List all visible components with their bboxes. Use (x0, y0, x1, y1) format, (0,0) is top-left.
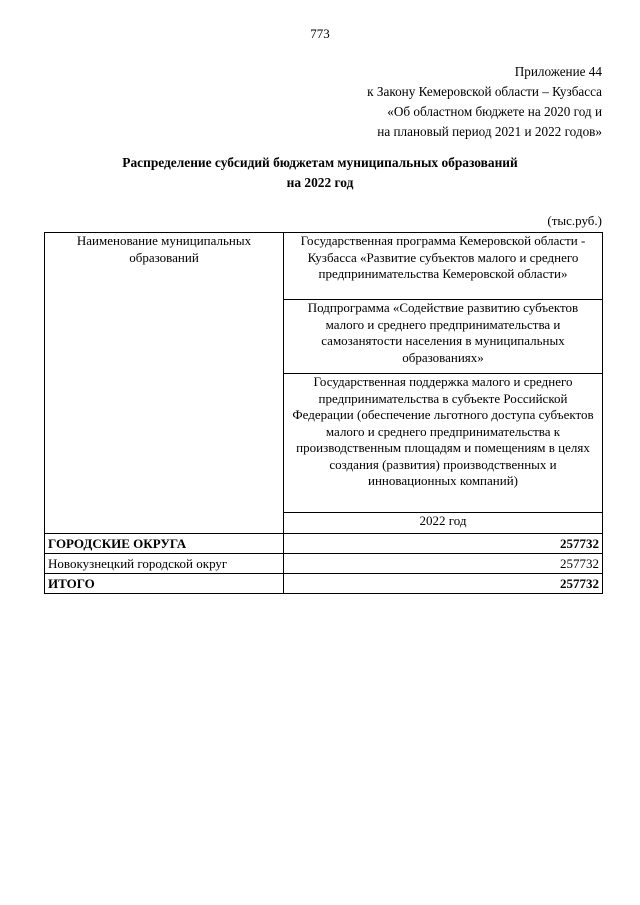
row-name: Новокузнецкий городской округ (45, 554, 284, 574)
row-value: 257732 (284, 554, 603, 574)
row-value: 257732 (284, 534, 603, 554)
page-number: 773 (310, 26, 330, 41)
title-line: на 2022 год (286, 175, 354, 190)
row-name: ГОРОДСКИЕ ОКРУГА (45, 534, 284, 554)
title-line: Распределение субсидий бюджетам муниципальных образований (122, 155, 518, 170)
document-title (0, 153, 640, 193)
subsidy-table (44, 232, 603, 594)
unit-label: (тыс.руб.) (547, 213, 602, 228)
table-row (45, 534, 603, 554)
column-header-direction: Государственная поддержка малого и среднего предпринимательства в субъекте Российской Федерации (обеспечение льготного доступа субъектов малого и среднего предпринимательства к производственным площадям и помещениям в целях создания (развития) производственных и инновационных компаний) (284, 374, 603, 513)
table-row (45, 554, 603, 574)
row-value: 257732 (284, 574, 603, 594)
appendix-line: «Об областном бюджете на 2020 год и (387, 104, 602, 119)
column-header-year: 2022 год (284, 513, 603, 534)
header-row (45, 233, 603, 300)
appendix-reference (302, 62, 602, 142)
appendix-line: Приложение 44 (514, 64, 602, 79)
table-row (45, 574, 603, 594)
column-header-subprogram: Подпрограмма «Содействие развитию субъектов малого и среднего предпринимательства и самозанятости населения в муниципальных образованиях» (284, 300, 603, 374)
row-name: ИТОГО (45, 574, 284, 594)
column-header-name: Наименование муниципальных образований (45, 233, 284, 534)
appendix-line: на плановый период 2021 и 2022 годов» (377, 124, 602, 139)
appendix-line: к Закону Кемеровской области – Кузбасса (367, 84, 602, 99)
column-header-program: Государственная программа Кемеровской области - Кузбасса «Развитие субъектов малого и среднего предпринимательства Кемеровской области» (284, 233, 603, 300)
